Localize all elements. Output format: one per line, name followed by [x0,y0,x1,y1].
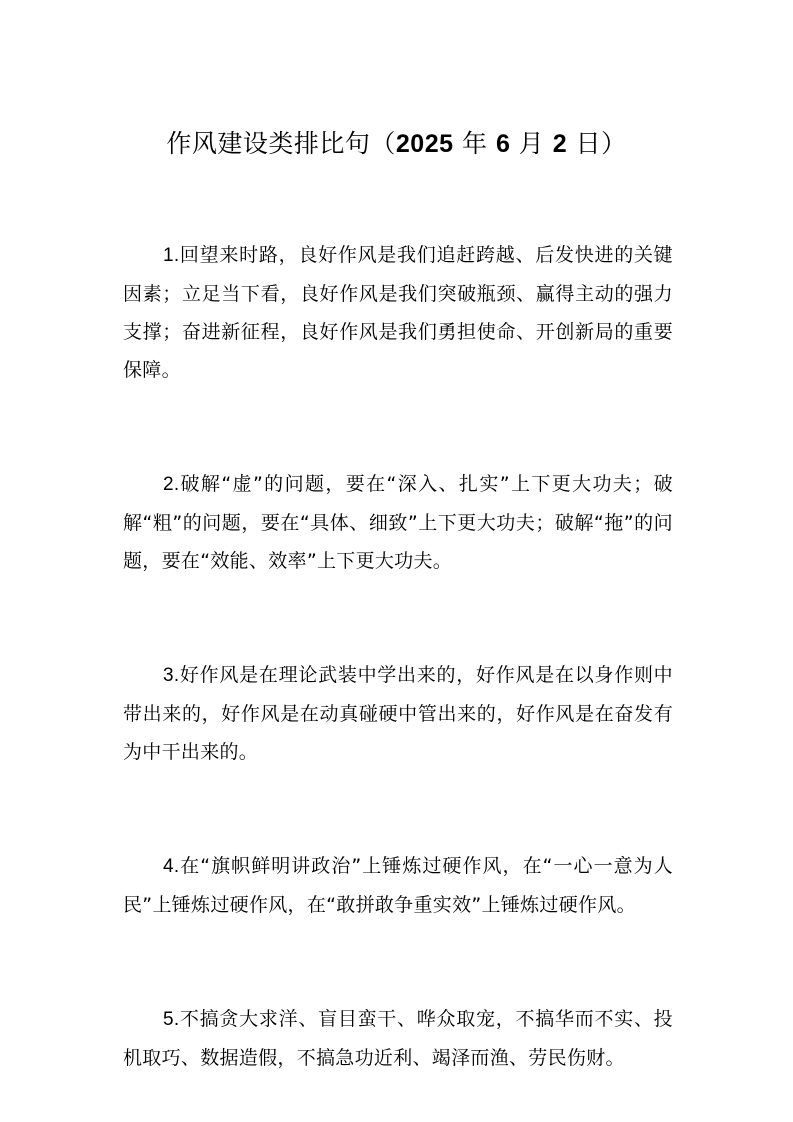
paragraph-index: 3. [163,665,180,686]
paragraph-text: 破解“虚”的问题，要在“深入、扎实”上下更大功夫；破解“粗”的问题，要在“具体、细致”上下更大功夫；破解“拖”的问题，要在“效能、效率”上下更大功夫。 [123,473,673,572]
document-body [123,236,673,1077]
paragraph-index: 2. [163,474,180,495]
document-title [60,124,733,164]
paragraph-text: 好作风是在理论武装中学出来的，好作风是在以身作则中带出来的，好作风是在动真碰硬中管出来的，好作风是在奋发有为中干出来的。 [123,664,673,763]
paragraph-text: 在“旗帜鲜明讲政治”上锤炼过硬作风，在“一心一意为人民”上锤炼过硬作风，在“敢拼敢争重实效”上锤炼过硬作风。 [123,855,673,916]
title-suffix: 日） [567,129,627,158]
paragraph-text: 回望来时路，良好作风是我们追赶跨越、后发快进的关键因素；立足当下看，良好作风是我们突破瓶颈、赢得主动的强力支撑；奋进新征程，良好作风是我们勇担使命、开创新局的重要保障。 [123,244,673,381]
paragraph-1 [123,236,673,389]
title-day: 2 [552,130,568,158]
title-month: 6 [495,130,511,158]
title-year: 2025 [395,130,454,158]
paragraph-index: 5. [163,1009,180,1030]
paragraph-4 [123,847,673,924]
paragraph-2 [123,465,673,580]
title-yue: 月 [510,129,553,158]
paragraph-text: 不搞贪大求洋、盲目蛮干、哗众取宠，不搞华而不实、投机取巧、数据造假，不搞急功近利、竭泽而渔、劳民伤财。 [123,1008,673,1069]
paragraph-5 [123,1000,673,1077]
paragraph-index: 4. [163,856,180,877]
paragraph-3 [123,656,673,771]
title-prefix: 作风建设类排比句（ [166,129,396,158]
title-nian: 年 [453,129,496,158]
paragraph-index: 1. [163,245,180,266]
